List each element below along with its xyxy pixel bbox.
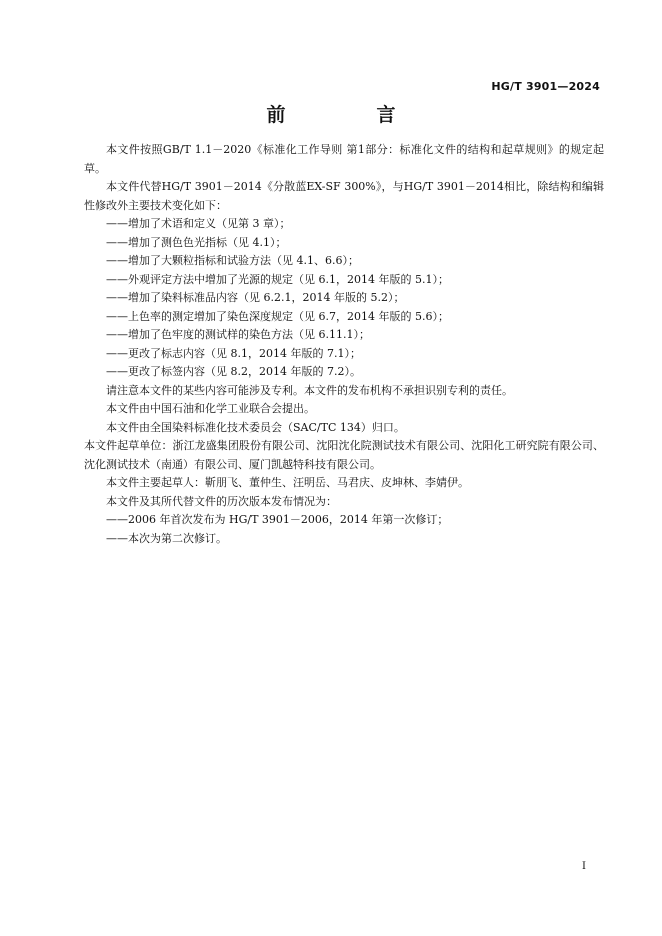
paragraph-proposer: 本文件由中国石油和化学工业联合会提出。 [106, 402, 315, 415]
paragraph-drafting-units: 本文件起草单位：浙江龙盛集团股份有限公司、沈阳沈化院测试技术有限公司、沈阳化工研究院有限公司、沈化测试技术（南通）有限公司、厦门凯越特科技有限公司。 [84, 439, 604, 471]
paragraph-replacement: 本文件代替HG/T 3901－2014《分散蓝EX-SF 300%》，与HG/T 3901－2014相比，除结构和编辑性修改外主要技术变化如下： [84, 180, 604, 212]
list-item: ——增加了大颗粒指标和试验方法（见 4.1、6.6）； [106, 254, 359, 267]
list-item: ——更改了标志内容（见 8.1，2014 年版的 7.1）； [106, 346, 361, 360]
paragraph-drafting-rules: 本文件按照GB/T 1.1－2020《标准化工作导则 第1部分：标准化文件的结构和起草规则》的规定起草。 [84, 143, 604, 175]
paragraph-patent-notice: 请注意本文件的某些内容可能涉及专利。本文件的发布机构不承担识别专利的责任。 [106, 383, 513, 397]
standard-number: HG/T 3901—2024 [491, 80, 600, 93]
list-item: ——外观评定方法中增加了光源的规定（见 6.1，2014 年版的 5.1）； [106, 272, 449, 286]
paragraph-version-history: 本文件及其所代替文件的历次版本发布情况为： [106, 494, 337, 508]
list-item: ——增加了术语和定义（见第 3 章）； [106, 217, 291, 230]
list-item: ——增加了染料标准品内容（见 6.2.1，2014 年版的 5.2）； [106, 291, 405, 304]
list-item: ——增加了测色色光指标（见 4.1）； [106, 235, 287, 249]
list-item: ——更改了标签内容（见 8.2，2014 年版的 7.2）。 [106, 365, 361, 378]
version-history-list [84, 511, 604, 548]
paragraph-drafters: 本文件主要起草人：靳朋飞、董仲生、汪明岳、马君庆、皮坤林、李婧伊。 [106, 476, 469, 489]
list-item: ——上色率的测定增加了染色深度规定（见 6.7，2014 年版的 5.6）； [106, 309, 449, 323]
paragraph-technical-committee: 本文件由全国染料标准化技术委员会（SAC/TC 134）归口。 [106, 420, 405, 434]
page-number: I [582, 861, 586, 872]
document-body [84, 141, 604, 548]
page-title: 前 言 [266, 104, 432, 126]
list-item: ——本次为第二次修订。 [106, 531, 227, 545]
list-item: ——增加了色牢度的测试样的染色方法（见 6.11.1）； [106, 328, 370, 341]
technical-changes-list [84, 215, 604, 382]
list-item: ——2006 年首次发布为 HG/T 3901－2006，2014 年第一次修订； [106, 513, 449, 526]
